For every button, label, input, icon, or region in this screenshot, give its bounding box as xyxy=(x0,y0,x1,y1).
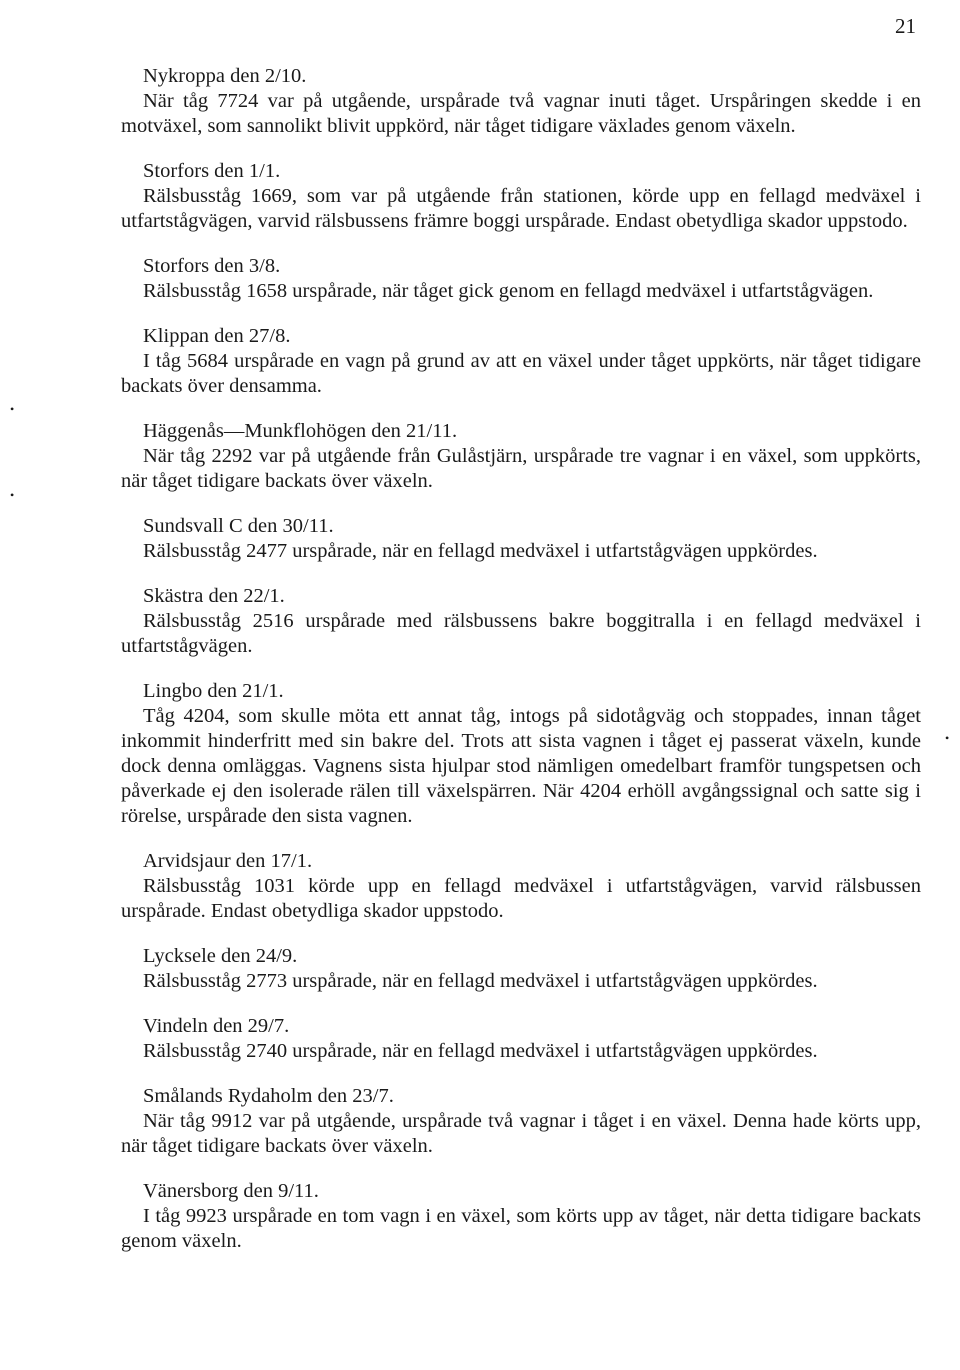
page-number: 21 xyxy=(895,14,916,38)
incident-entry xyxy=(121,1014,921,1064)
incident-entry xyxy=(121,944,921,994)
incident-text: När tåg 7724 var på utgående, urspårade två vagnar inuti tåget. Urspåringen skedde i en motväxel, som sannolikt blivit uppkörd, när tåget tidigare växlades genom växeln. xyxy=(121,90,921,137)
incident-entry xyxy=(121,679,921,829)
incident-heading: Vänersborg den 9/11. xyxy=(143,1180,319,1202)
incident-heading: Lingbo den 21/1. xyxy=(143,680,284,702)
incident-entry xyxy=(121,514,921,564)
incident-text: Rälsbusståg 2477 urspårade, när en fellagd medväxel i utfartstågvägen uppkördes. xyxy=(143,540,818,562)
incident-text: Rälsbusståg 2740 urspårade, när en fellagd medväxel i utfartstågvägen uppkördes. xyxy=(143,1040,818,1062)
incident-heading: Skästra den 22/1. xyxy=(143,585,285,607)
incident-text: I tåg 9923 urspårade en tom vagn i en växel, som körts upp av tåget, när detta tidigare backats genom växeln. xyxy=(121,1205,921,1252)
incident-heading: Lycksele den 24/9. xyxy=(143,945,298,967)
incident-text: När tåg 9912 var på utgående, urspårade två vagnar i tåget i en växel. Denna hade körts upp, när tåget tidigare backats över växeln. xyxy=(121,1110,921,1157)
incident-text: Rälsbusståg 1658 urspårade, när tåget gick genom en fellagd medväxel i utfartstågvägen. xyxy=(143,280,874,302)
incident-heading: Klippan den 27/8. xyxy=(143,325,291,347)
incident-heading: Storfors den 1/1. xyxy=(143,160,281,182)
incident-text: Rälsbusståg 2516 urspårade med rälsbussens bakre boggitralla i en fellagd medväxel i utfartstågvägen. xyxy=(121,610,921,657)
incident-text: Rälsbusståg 1031 körde upp en fellagd medväxel i utfartstågvägen, varvid rälsbussen urspårade. Endast obetydliga skador uppstodo. xyxy=(121,875,921,922)
incident-heading: Vindeln den 29/7. xyxy=(143,1015,290,1037)
incident-heading: Sundsvall C den 30/11. xyxy=(143,515,334,537)
incident-text: Rälsbusståg 2773 urspårade, när en fellagd medväxel i utfartstågvägen uppkördes. xyxy=(143,970,818,992)
incident-text: Tåg 4204, som skulle möta ett annat tåg, intogs på sidotågväg och stoppades, innan tåget inkommit hinderfritt med sin bakre del. Trots att sista vagnen i tåget ej passerat växeln, kunde dock denna omläggas. Vagnens sista hjulpar stod nämligen omedelbart framför tungspetsen och påverkade ej den isolerade rälen till växelspärren. När 4204 erhöll avgångssignal och satte sig i rörelse, urspårade den sista vagnen. xyxy=(121,705,921,827)
incident-entry xyxy=(121,1179,921,1254)
incident-text: Rälsbusståg 1669, som var på utgående från stationen, körde upp en fellagd medväxel i utfartstågvägen, varvid rälsbussens främre boggi urspårade. Endast obetydliga skador uppstodo. xyxy=(121,185,921,232)
margin-dot: • xyxy=(945,731,950,745)
incident-heading: Häggenås—Munkflohögen den 21/11. xyxy=(143,420,458,442)
incident-entry xyxy=(121,1084,921,1159)
incident-text: I tåg 5684 urspårade en vagn på grund av att en växel under tåget uppkörts, när tåget tidigare backats över densamma. xyxy=(121,350,921,397)
incident-heading: Nykroppa den 2/10. xyxy=(143,65,307,87)
incident-entry xyxy=(121,64,921,139)
margin-dot: • xyxy=(10,488,15,502)
incident-entry xyxy=(121,324,921,399)
incident-entry xyxy=(121,584,921,659)
incident-heading: Storfors den 3/8. xyxy=(143,255,281,277)
incident-entry xyxy=(121,419,921,494)
incident-entry xyxy=(121,849,921,924)
incident-heading: Smålands Rydaholm den 23/7. xyxy=(143,1085,394,1107)
incident-entry xyxy=(121,254,921,304)
incident-heading: Arvidsjaur den 17/1. xyxy=(143,850,313,872)
incident-list xyxy=(121,64,921,1254)
incident-entry xyxy=(121,159,921,234)
incident-text: När tåg 2292 var på utgående från Gulåstjärn, urspårade tre vagnar i en växel, som uppkörts, när tåget tidigare backats över växeln. xyxy=(121,445,921,492)
margin-dot: • xyxy=(10,402,15,416)
